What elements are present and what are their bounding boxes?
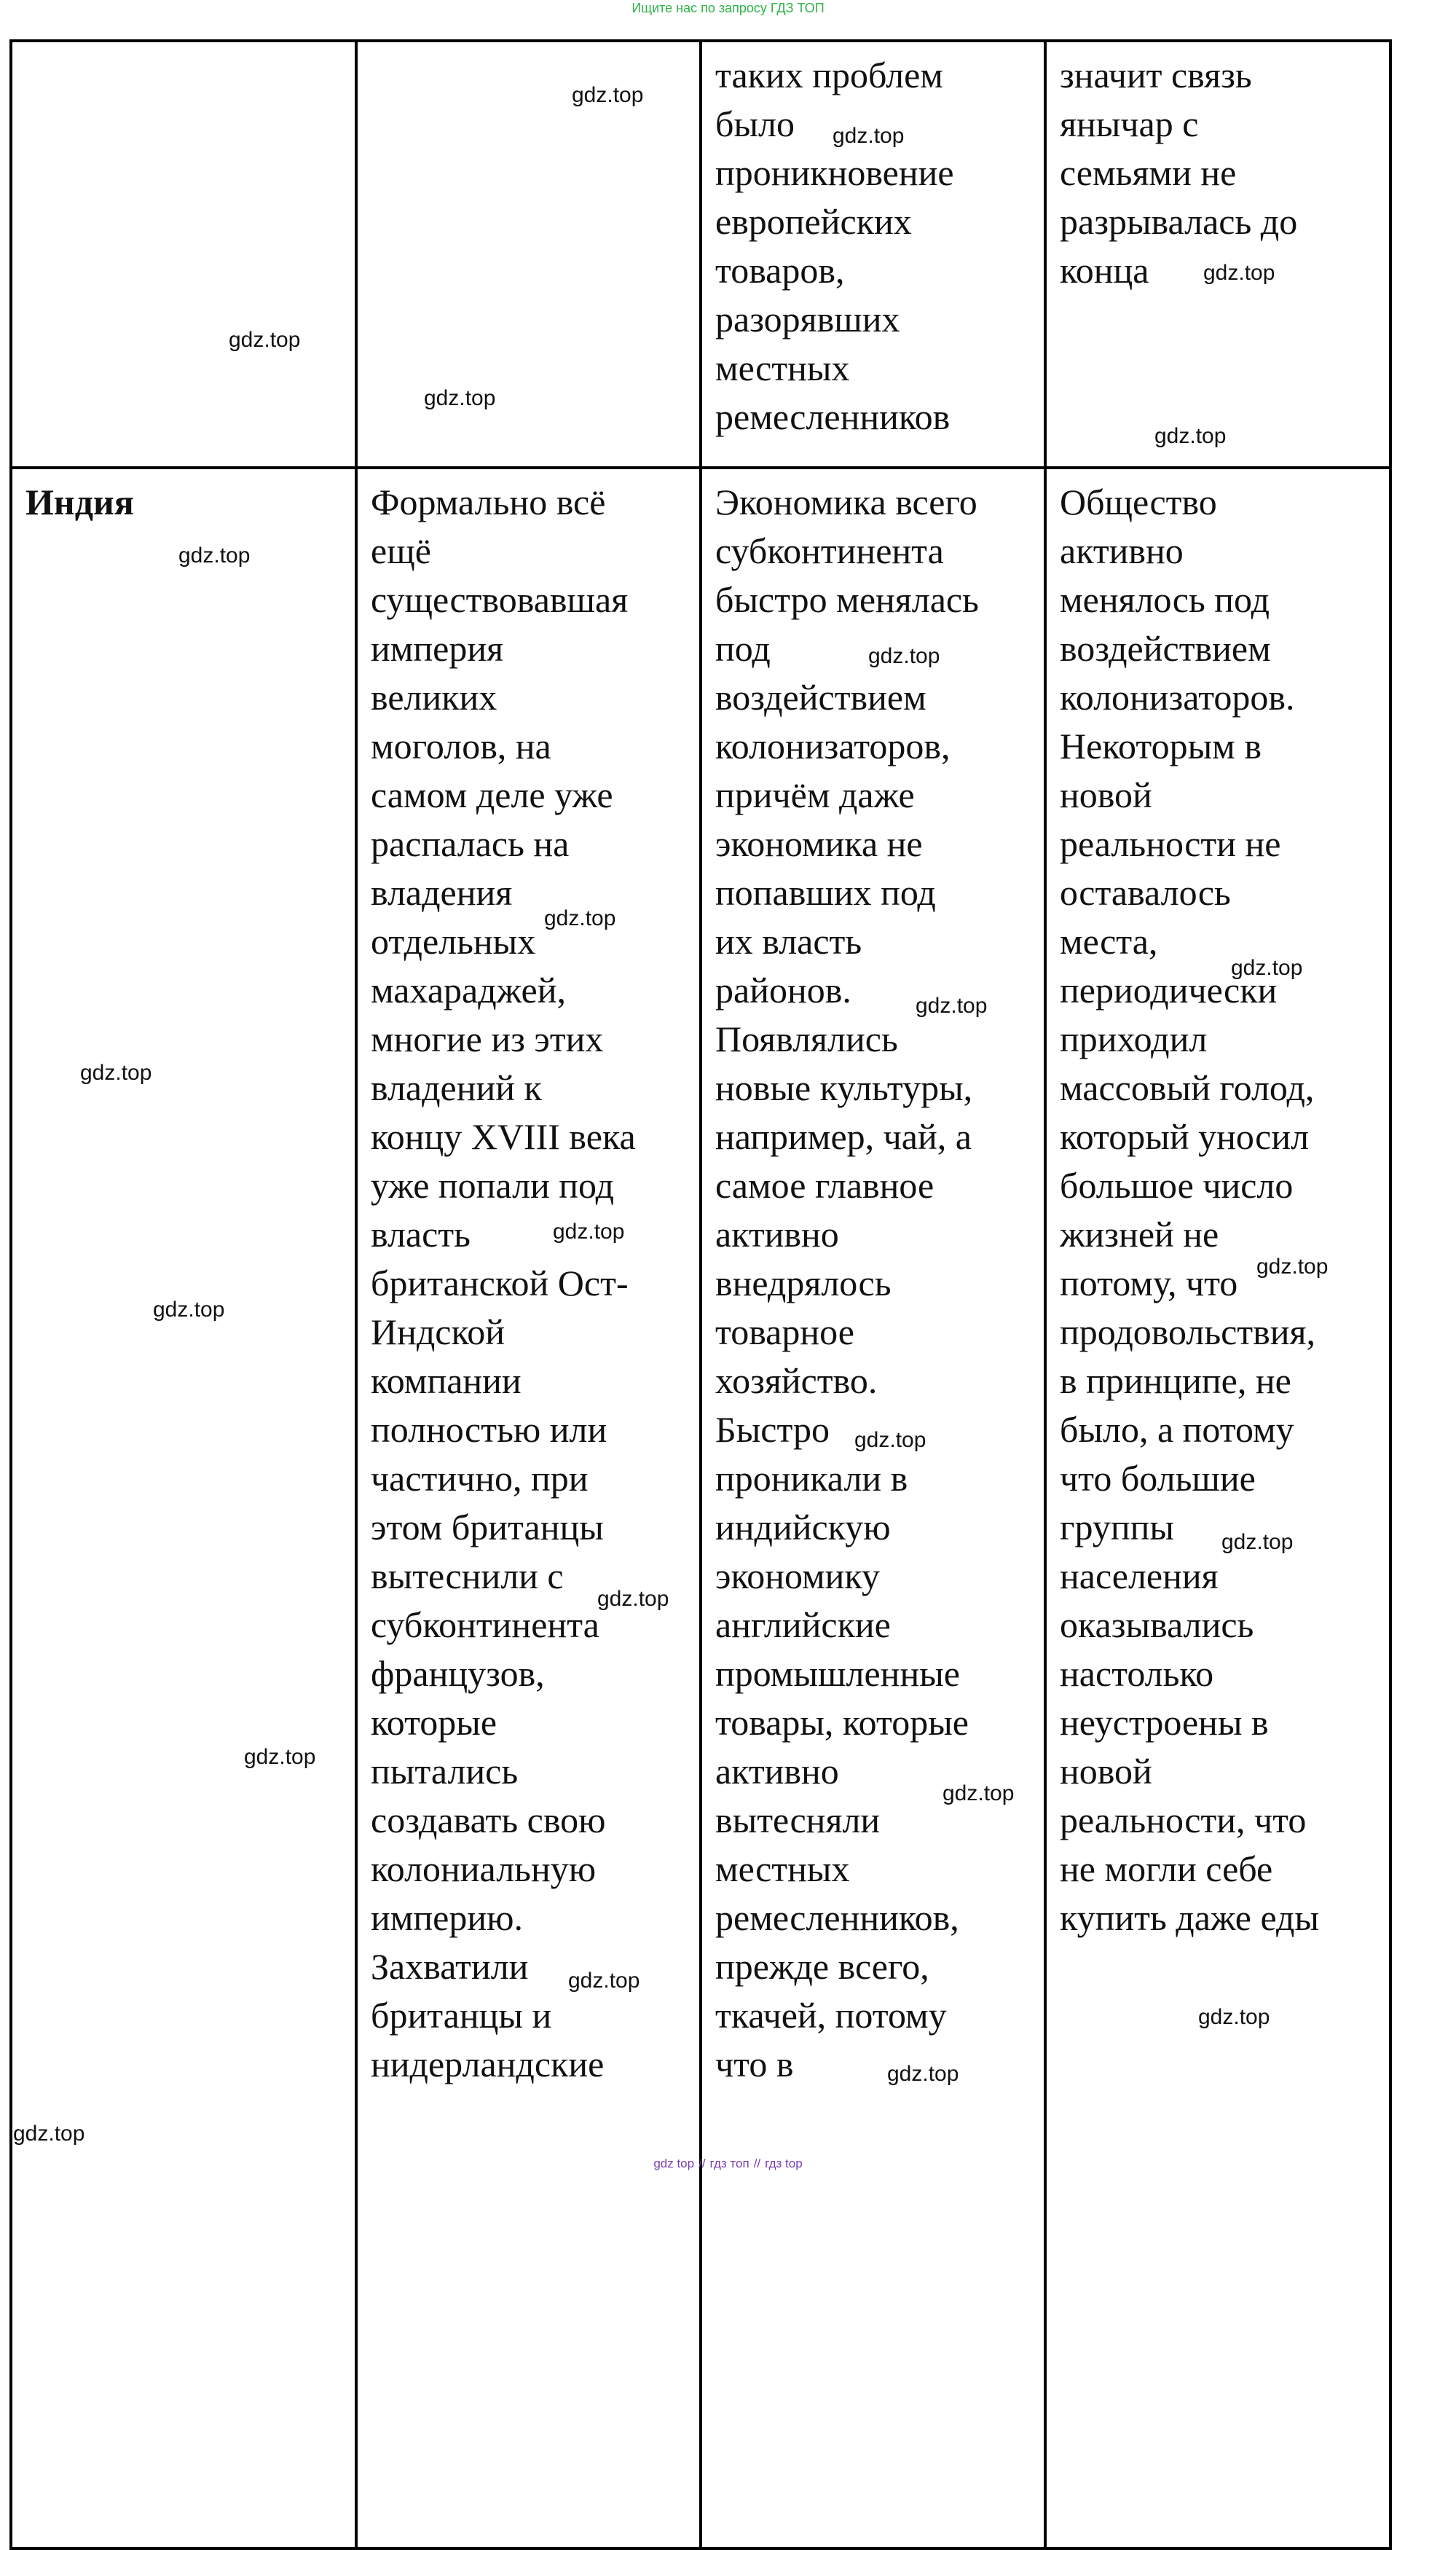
watermark: gdz.top — [597, 1587, 669, 1611]
watermark: gdz.top — [153, 1298, 225, 1322]
watermark: gdz.top — [244, 1745, 316, 1769]
watermark: gdz.top — [572, 83, 644, 107]
economy-cell: таких проблем было проникновение европейских товаров, разорявших местных ремесленников — [701, 41, 1045, 468]
watermark: gdz.top — [1154, 424, 1227, 448]
watermark: gdz.top — [568, 1969, 640, 1993]
society-cell: Общество активно менялось под воздействием колонизаторов. Некоторым в новой реальности не оставалось места, периодически приходил массовый голод, который уносил большое число жизней не потому, что продовольствия, в принципе, не было, а потому что большие группы населения оказывались настолько неустроены в новой реальности, что не могли себе купить даже еды — [1045, 468, 1390, 2549]
country-cell — [11, 41, 356, 468]
politics-cell: Формально всё ещё существовавшая империя великих моголов, на самом деле уже распалась на владения отдельных махараджей, многие из этих владений к концу XVIII века уже попали под власть британской Ост- Индской компании полностью или частично, при этом британцы вытеснили с субконтинента французов, которые пытались создавать свою колониальную империю. Захватили британцы и нидерландские — [356, 468, 701, 2549]
footer-links — [0, 2157, 1456, 2171]
watermark: gdz.top — [854, 1428, 926, 1452]
watermark: gdz.top — [80, 1061, 152, 1085]
top-search-banner[interactable]: Ищите нас по запросу ГДЗ ТОП — [631, 1, 825, 15]
politics-cell — [356, 41, 701, 468]
footer-separator: // — [753, 2157, 761, 2170]
watermark: gdz.top — [833, 124, 905, 148]
society-cell: значит связь янычар с семьями не разрывалась до конца — [1045, 41, 1390, 468]
economy-cell: Экономика всего субконтинента быстро менялась под воздействием колонизаторов, причём даже экономика не попавших под их власть районов. Появлялись новые культуры, например, чай, а самое главное активно внедрялось товарное хозяйство. Быстро проникали в индийскую экономику английские промышленные товары, которые активно вытесняли местных ремесленников, прежде всего, ткачей, потому что в — [701, 468, 1045, 2549]
watermark: gdz.top — [916, 994, 988, 1018]
watermark: gdz.top — [1198, 2005, 1270, 2029]
watermark: gdz.top — [553, 1220, 625, 1244]
watermark: gdz.top — [887, 2062, 959, 2086]
watermark: gdz.top — [229, 328, 301, 352]
watermark: gdz.top — [1203, 261, 1275, 285]
footer-link[interactable]: гдз top — [765, 2157, 803, 2170]
watermark: gdz.top — [1221, 1530, 1294, 1554]
watermark: gdz.top — [13, 2122, 85, 2146]
table-row — [11, 41, 1390, 468]
watermark: gdz.top — [1256, 1255, 1329, 1279]
footer-separator: // — [699, 2157, 706, 2170]
history-table — [9, 39, 1392, 2550]
country-cell: Индия — [11, 468, 356, 2549]
watermark: gdz.top — [1231, 956, 1303, 980]
watermark: gdz.top — [424, 386, 496, 410]
watermark: gdz.top — [868, 644, 940, 668]
watermark: gdz.top — [544, 906, 616, 930]
watermark: gdz.top — [178, 544, 251, 568]
table-row — [11, 468, 1390, 2549]
watermark: gdz.top — [943, 1781, 1015, 1805]
footer-link[interactable]: гдз топ — [709, 2157, 749, 2170]
footer-link[interactable]: gdz top — [653, 2157, 695, 2170]
